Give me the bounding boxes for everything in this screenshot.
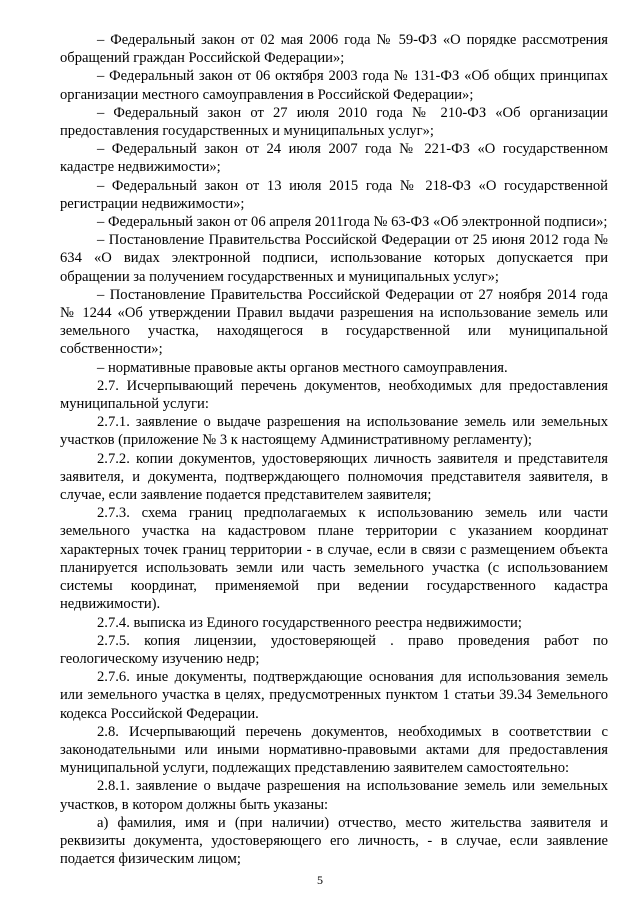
paragraph-2-7: 2.7. Исчерпывающий перечень документов, необходимых для предоставления муниципальной услуги: bbox=[60, 377, 608, 413]
paragraph-2-7-5: 2.7.5. копия лицензии, удостоверяющей . право проведения работ по геологическому изучению недр; bbox=[60, 632, 608, 667]
paragraph-local-acts: – нормативные правовые акты органов местного самоуправления. bbox=[97, 359, 508, 376]
document-page bbox=[60, 31, 608, 868]
paragraph-2-7-6: 2.7.6. иные документы, подтверждающие основания для использования земель или земельного участка в целях, предусмотренных пунктом 1 статьи 39.34 Земельного кодекса Российской Федерации. bbox=[60, 669, 608, 722]
paragraph-2-8: 2.8. Исчерпывающий перечень документов, необходимых в соответствии с законодательными или иными нормативно-правовыми актами для предоставления муниципальной услуги, подлежащих представлению заявителем самостоятельно: bbox=[60, 723, 608, 777]
paragraph-law-218fz: – Федеральный закон от 13 июля 2015 года № 218-ФЗ «О государственной регистрации недвижимости»; bbox=[60, 177, 608, 212]
paragraph-decree-634: – Постановление Правительства Российской Федерации от 25 июня 2012 года № 634 «О видах электронной подписи, использование которых допускается при обращении за получением государственных и муниципальных услуг»; bbox=[60, 232, 608, 285]
paragraph-2-7-1: 2.7.1. заявление о выдаче разрешения на использование земель или земельных участков (приложение № 3 к настоящему Административному регламенту); bbox=[60, 414, 608, 449]
paragraph-law-63fz: – Федеральный закон от 06 апреля 2011года № 63-ФЗ «Об электронной подписи»; bbox=[97, 214, 608, 231]
paragraph-decree-1244: – Постановление Правительства Российской Федерации от 27 ноября 2014 года № 1244 «Об утверждении Правил выдачи разрешения на использование земель или земельного участка, находящегося в государственной или муниципальной собственности»; bbox=[60, 286, 608, 358]
paragraph-2-7-2: 2.7.2. копии документов, удостоверяющих личность заявителя и представителя заявителя, и документа, подтверждающего полномочия представителя заявителя, в случае, если заявление подается представителем заявителя; bbox=[60, 450, 608, 504]
paragraph-2-7-4: 2.7.4. выписка из Единого государственного реестра недвижимости; bbox=[97, 614, 522, 631]
paragraph-law-59fz: – Федеральный закон от 02 мая 2006 года № 59-ФЗ «О порядке рассмотрения обращений граждан Российской Федерации»; bbox=[60, 32, 608, 67]
paragraph-2-8-1-a: а) фамилия, имя и (при наличии) отчество, место жительства заявителя и реквизиты документа, удостоверяющего его личность, - в случае, если заявление подается физическим лицом; bbox=[60, 814, 608, 868]
paragraph-2-8-1: 2.8.1. заявление о выдаче разрешения на использование земель или земельных участков, в котором должны быть указаны: bbox=[60, 778, 608, 813]
paragraph-law-131fz: – Федеральный закон от 06 октября 2003 года № 131-ФЗ «Об общих принципах организации местного самоуправления в Российской Федерации»; bbox=[60, 68, 608, 103]
paragraph-law-210fz: – Федеральный закон от 27 июля 2010 года № 210-ФЗ «Об организации предоставления государственных и муниципальных услуг»; bbox=[60, 104, 608, 140]
paragraph-2-7-3: 2.7.3. схема границ предполагаемых к использованию земель или части земельного участка на кадастровом плане территории с указанием координат характерных точек границ территории - в случае, если в связи с размещением объекта планируется использовать земли или часть земельного участка (с использованием системы координат, применяемой при ведении государственного кадастра недвижимости). bbox=[60, 505, 608, 613]
paragraph-law-221fz: – Федеральный закон от 24 июля 2007 года № 221-ФЗ «О государственном кадастре недвижимости»; bbox=[60, 141, 608, 176]
page-number: 5 bbox=[317, 873, 323, 887]
